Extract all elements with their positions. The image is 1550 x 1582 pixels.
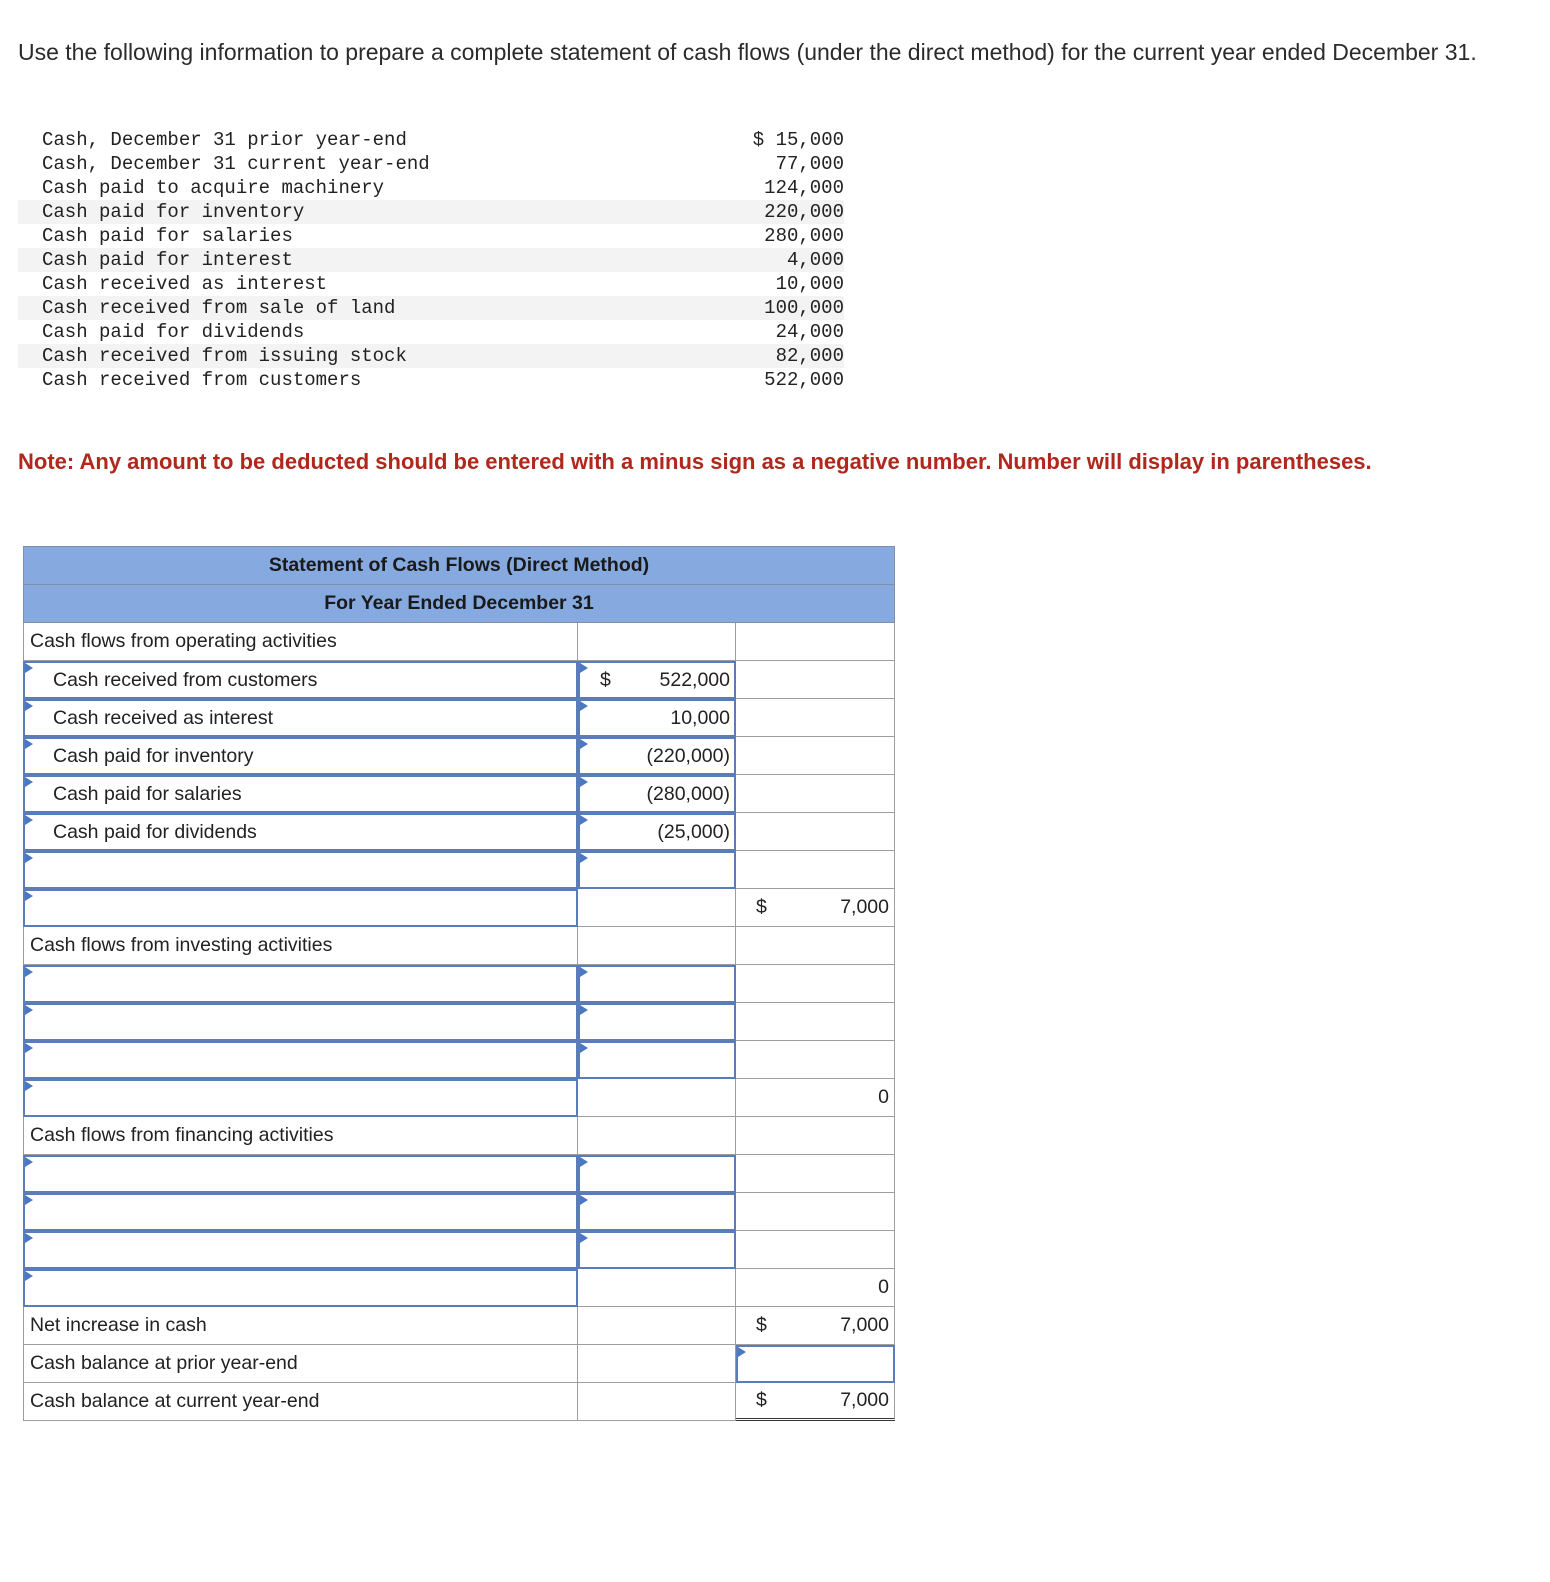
given-label: Cash paid for dividends xyxy=(42,321,305,343)
given-label: Cash received from customers xyxy=(42,369,362,391)
investing-line-row xyxy=(23,965,895,1003)
operating-line-label-input[interactable] xyxy=(23,699,578,737)
dropdown-marker-icon xyxy=(25,739,33,749)
financing-line-row xyxy=(23,1231,895,1269)
dropdown-marker-icon xyxy=(25,1081,33,1091)
dropdown-marker-icon xyxy=(25,663,33,673)
dropdown-marker-icon xyxy=(25,1271,33,1281)
prior-balance-row xyxy=(23,1345,895,1383)
dropdown-marker-icon xyxy=(25,1043,33,1053)
operating-total-value: 7,000 xyxy=(840,896,889,918)
prior-balance-label: Cash balance at prior year-end xyxy=(23,1345,578,1383)
given-row xyxy=(18,128,844,152)
dropdown-marker-icon xyxy=(25,1233,33,1243)
operating-line-amount-input[interactable] xyxy=(578,699,736,737)
dropdown-marker-icon xyxy=(580,815,588,825)
dollar-sign: $ xyxy=(600,668,611,691)
investing-line-amount-input[interactable] xyxy=(578,1003,736,1041)
given-row xyxy=(18,200,844,224)
question-text: Use the following information to prepare a complete statement of cash flows (under the direct method) for the current year ended December 31. xyxy=(18,39,1477,65)
operating-line-amount: 10,000 xyxy=(670,706,730,729)
investing-line-amount-input[interactable] xyxy=(578,1041,736,1079)
operating-line-amount: (280,000) xyxy=(646,782,730,805)
operating-line-amount: 522,000 xyxy=(659,668,730,691)
statement-subtitle: For Year Ended December 31 xyxy=(23,585,895,623)
operating-line-amount-input[interactable] xyxy=(578,737,736,775)
given-row xyxy=(18,344,844,368)
operating-line-label: Cash paid for inventory xyxy=(53,744,254,767)
investing-line-row xyxy=(23,1041,895,1079)
dropdown-marker-icon xyxy=(25,815,33,825)
dropdown-marker-icon xyxy=(580,663,588,673)
financing-line-row xyxy=(23,1193,895,1231)
given-label: Cash received from sale of land xyxy=(42,297,396,319)
financing-line-label-input[interactable] xyxy=(23,1231,578,1269)
net-increase-row xyxy=(23,1307,895,1345)
given-value: 100,000 xyxy=(764,297,844,319)
given-row xyxy=(18,248,844,272)
given-value: $ 15,000 xyxy=(752,129,844,151)
investing-line-label-input[interactable] xyxy=(23,965,578,1003)
given-value: 522,000 xyxy=(764,369,844,391)
dropdown-marker-icon xyxy=(580,853,588,863)
investing-line-label-input[interactable] xyxy=(23,1003,578,1041)
dropdown-marker-icon xyxy=(738,1347,746,1357)
dropdown-marker-icon xyxy=(580,1195,588,1205)
financing-line-amount-input[interactable] xyxy=(578,1231,736,1269)
investing-total-value: 0 xyxy=(878,1086,889,1108)
operating-total-label-input[interactable] xyxy=(23,889,578,927)
given-label: Cash, December 31 prior year-end xyxy=(42,129,407,151)
cash-flow-statement xyxy=(23,546,895,1421)
given-row xyxy=(18,152,844,176)
dropdown-marker-icon xyxy=(25,1005,33,1015)
operating-section-label: Cash flows from operating activities xyxy=(23,623,578,661)
given-value: 10,000 xyxy=(775,273,844,295)
operating-line-amount: (220,000) xyxy=(646,744,730,767)
current-balance-value: 7,000 xyxy=(840,1389,889,1411)
given-label: Cash received from issuing stock xyxy=(42,345,407,367)
operating-line-row xyxy=(23,737,895,775)
given-label: Cash paid for salaries xyxy=(42,225,293,247)
financing-section-row xyxy=(23,1117,895,1155)
investing-line-row xyxy=(23,1003,895,1041)
operating-line-amount-input[interactable] xyxy=(578,775,736,813)
dropdown-marker-icon xyxy=(580,967,588,977)
given-value: 82,000 xyxy=(775,345,844,367)
investing-total-row xyxy=(23,1079,895,1117)
dropdown-marker-icon xyxy=(580,739,588,749)
operating-line-label-input[interactable] xyxy=(23,737,578,775)
operating-line-label-input[interactable] xyxy=(23,851,578,889)
investing-line-amount-input[interactable] xyxy=(578,965,736,1003)
financing-line-row xyxy=(23,1155,895,1193)
dropdown-marker-icon xyxy=(25,1157,33,1167)
operating-total-row xyxy=(23,889,895,927)
operating-line-label: Cash received as interest xyxy=(53,706,274,729)
dropdown-marker-icon xyxy=(25,853,33,863)
investing-total-cell xyxy=(736,1079,895,1117)
given-label: Cash paid for inventory xyxy=(42,201,305,223)
operating-line-label-input[interactable] xyxy=(23,813,578,851)
dropdown-marker-icon xyxy=(580,1043,588,1053)
operating-line-amount-input[interactable] xyxy=(578,851,736,889)
current-balance-cell xyxy=(736,1383,895,1421)
operating-line-amount: (25,000) xyxy=(657,820,730,843)
dropdown-marker-icon xyxy=(580,1005,588,1015)
given-label: Cash paid for interest xyxy=(42,249,293,271)
financing-total-row xyxy=(23,1269,895,1307)
instruction-note: Note: Any amount to be deducted should be entered with a minus sign as a negative number. Number will display in parentheses. xyxy=(18,449,1372,474)
financing-line-label-input[interactable] xyxy=(23,1155,578,1193)
dropdown-marker-icon xyxy=(25,1195,33,1205)
operating-line-label-input[interactable] xyxy=(23,661,578,699)
given-row xyxy=(18,272,844,296)
financing-line-amount-input[interactable] xyxy=(578,1193,736,1231)
operating-total-cell xyxy=(736,889,895,927)
given-label: Cash paid to acquire machinery xyxy=(42,177,385,199)
operating-line-label: Cash paid for salaries xyxy=(53,782,242,805)
dropdown-marker-icon xyxy=(580,701,588,711)
given-value: 24,000 xyxy=(775,321,844,343)
given-label: Cash received as interest xyxy=(42,273,328,295)
dollar-sign: $ xyxy=(756,1314,767,1336)
dropdown-marker-icon xyxy=(25,967,33,977)
operating-line-label-input[interactable] xyxy=(23,775,578,813)
given-value: 4,000 xyxy=(786,249,844,271)
investing-section-row xyxy=(23,927,895,965)
statement-title: Statement of Cash Flows (Direct Method) xyxy=(23,546,895,585)
financing-total-cell xyxy=(736,1269,895,1307)
operating-line-amount-input[interactable] xyxy=(578,813,736,851)
given-label: Cash, December 31 current year-end xyxy=(42,153,430,175)
given-value: 124,000 xyxy=(764,177,844,199)
operating-line-label: Cash received from customers xyxy=(53,668,318,691)
net-increase-label: Net increase in cash xyxy=(23,1307,578,1345)
financing-section-label: Cash flows from financing activities xyxy=(23,1117,578,1155)
operating-section-row xyxy=(23,623,895,661)
operating-line-label: Cash paid for dividends xyxy=(53,820,257,843)
dropdown-marker-icon xyxy=(25,701,33,711)
prior-balance-input[interactable] xyxy=(736,1345,895,1383)
current-balance-label: Cash balance at current year-end xyxy=(23,1383,578,1421)
financing-total-value: 0 xyxy=(878,1276,889,1298)
investing-line-label-input[interactable] xyxy=(23,1041,578,1079)
given-row xyxy=(18,320,844,344)
given-data-table xyxy=(18,128,844,392)
given-row xyxy=(18,176,844,200)
financing-total-label-input[interactable] xyxy=(23,1269,578,1307)
net-increase-value: 7,000 xyxy=(840,1314,889,1336)
dropdown-marker-icon xyxy=(25,777,33,787)
financing-line-amount-input[interactable] xyxy=(578,1155,736,1193)
given-row xyxy=(18,296,844,320)
operating-line-row xyxy=(23,775,895,813)
dollar-sign: $ xyxy=(756,1389,767,1411)
dropdown-marker-icon xyxy=(580,1157,588,1167)
current-balance-row xyxy=(23,1383,895,1421)
given-row xyxy=(18,224,844,248)
operating-line-amount-input[interactable] xyxy=(578,661,736,699)
dropdown-marker-icon xyxy=(580,1233,588,1243)
dollar-sign: $ xyxy=(756,896,767,918)
given-row xyxy=(18,368,844,392)
given-value: 77,000 xyxy=(775,153,844,175)
investing-total-label-input[interactable] xyxy=(23,1079,578,1117)
dropdown-marker-icon xyxy=(25,891,33,901)
operating-line-row xyxy=(23,813,895,851)
net-increase-cell xyxy=(736,1307,895,1345)
given-value: 220,000 xyxy=(764,201,844,223)
operating-line-row xyxy=(23,699,895,737)
given-value: 280,000 xyxy=(764,225,844,247)
dropdown-marker-icon xyxy=(580,777,588,787)
financing-line-label-input[interactable] xyxy=(23,1193,578,1231)
operating-line-row xyxy=(23,851,895,889)
operating-line-row xyxy=(23,661,895,699)
investing-section-label: Cash flows from investing activities xyxy=(23,927,578,965)
